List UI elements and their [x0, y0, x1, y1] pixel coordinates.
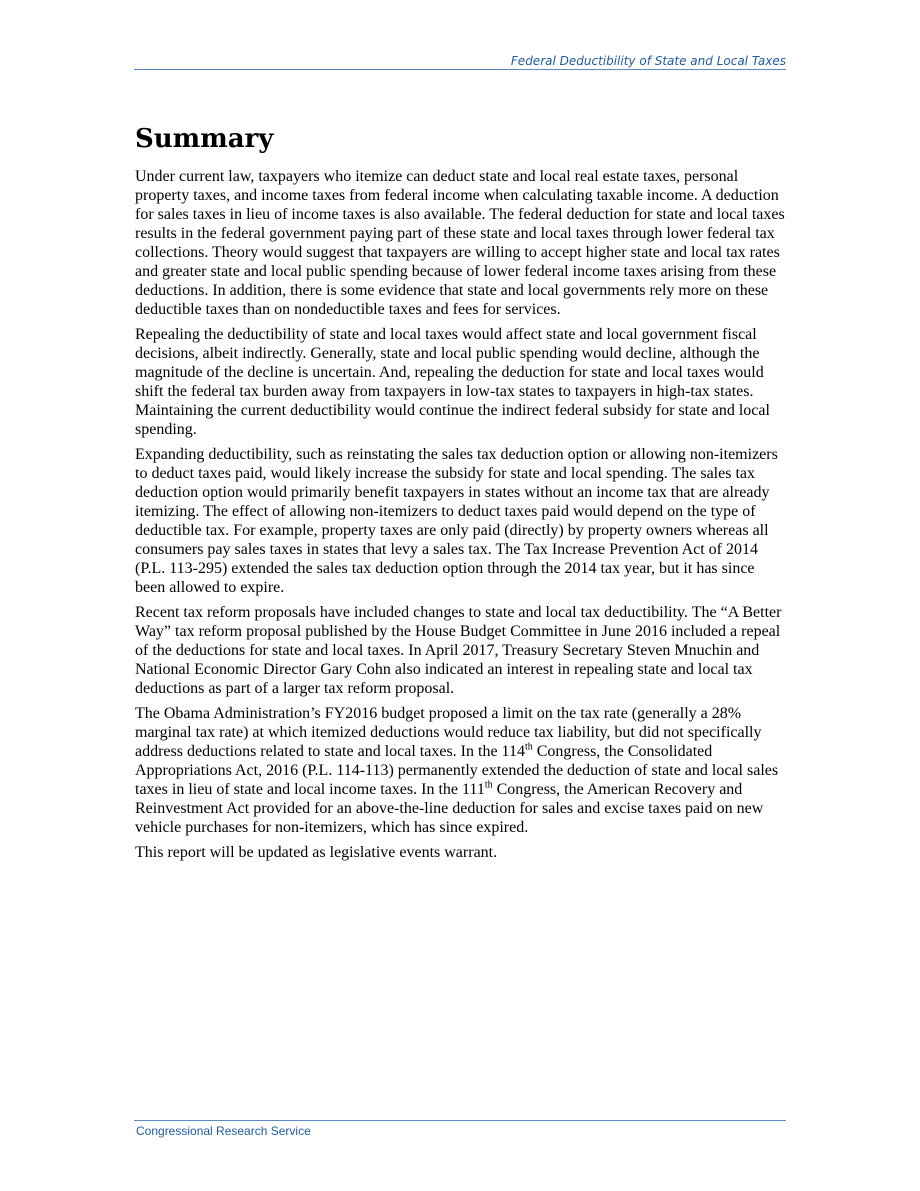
paragraph-5-part-2: Congress, the Consolidated Appropriations Act, 2016 (P.L. 114-113) permanently extended the deduction of state and local sales taxes in lieu of state and local income taxes. In the 111	[135, 743, 779, 798]
summary-body	[135, 167, 787, 868]
paragraph-5-part-1: The Obama Administration’s FY2016 budget proposed a limit on the tax rate (generally a 28% marginal tax rate) at which itemized deductions would reduce tax liability, but did not specifically address deductions related to state and local taxes. In the 114	[135, 705, 762, 760]
footer-rule	[134, 1120, 786, 1121]
header-rule	[134, 69, 786, 70]
paragraph-2: Repealing the deductibility of state and local taxes would affect state and local government fiscal decisions, albeit indirectly. Generally, state and local public spending would decline, although the magnitude of the decline is uncertain. And, repealing the deduction for state and local taxes would shift the federal tax burden away from taxpayers in low-tax states to taxpayers in high-tax states. Maintaining the current deductibility would continue the indirect federal subsidy for state and local spending.	[135, 326, 770, 438]
footer-organization: Congressional Research Service	[136, 1124, 311, 1138]
ordinal-superscript: th	[484, 779, 493, 791]
paragraph-5-part-3: Congress, the American Recovery and Reinvestment Act provided for an above-the-line deduction for sales and excise taxes paid on new vehicle purchases for non-itemizers, which has since expired.	[135, 781, 764, 836]
paragraph-5	[135, 704, 787, 837]
paragraph-6: This report will be updated as legislative events warrant.	[135, 844, 498, 861]
paragraph-1: Under current law, taxpayers who itemize can deduct state and local real estate taxes, personal property taxes, and income taxes from federal income when calculating taxable income. A deduction for sales taxes in lieu of income taxes is also available. The federal deduction for state and local taxes results in the federal government paying part of these state and local taxes through lower federal tax collections. Theory would suggest that taxpayers are willing to accept higher state and local tax rates and greater state and local public spending because of lower federal income taxes arising from these deductions. In addition, there is some evidence that state and local governments rely more on these deductible taxes than on nondeductible taxes and fees for services.	[135, 168, 785, 318]
section-title: Summary	[135, 124, 274, 154]
paragraph-3: Expanding deductibility, such as reinstating the sales tax deduction option or allowing non-itemizers to deduct taxes paid, would likely increase the subsidy for state and local spending. The sales tax deduction option would primarily benefit taxpayers in states without an income tax that are already itemizing. The effect of allowing non-itemizers to deduct taxes paid would depend on the type of deductible tax. For example, property taxes are only paid (directly) by property owners whereas all consumers pay sales taxes in states that levy a sales tax. The Tax Increase Prevention Act of 2014 (P.L. 113-295) extended the sales tax deduction option through the 2014 tax year, but it has since been allowed to expire.	[135, 446, 778, 596]
paragraph-4: Recent tax reform proposals have included changes to state and local tax deductibility. The “A Better Way” tax reform proposal published by the House Budget Committee in June 2016 included a repeal of the deductions for state and local taxes. In April 2017, Treasury Secretary Steven Mnuchin and National Economic Director Gary Cohn also indicated an interest in repealing state and local tax deductions as part of a larger tax reform proposal.	[135, 604, 782, 697]
running-header: Federal Deductibility of State and Local Taxes	[510, 54, 786, 68]
ordinal-superscript: th	[524, 741, 533, 753]
